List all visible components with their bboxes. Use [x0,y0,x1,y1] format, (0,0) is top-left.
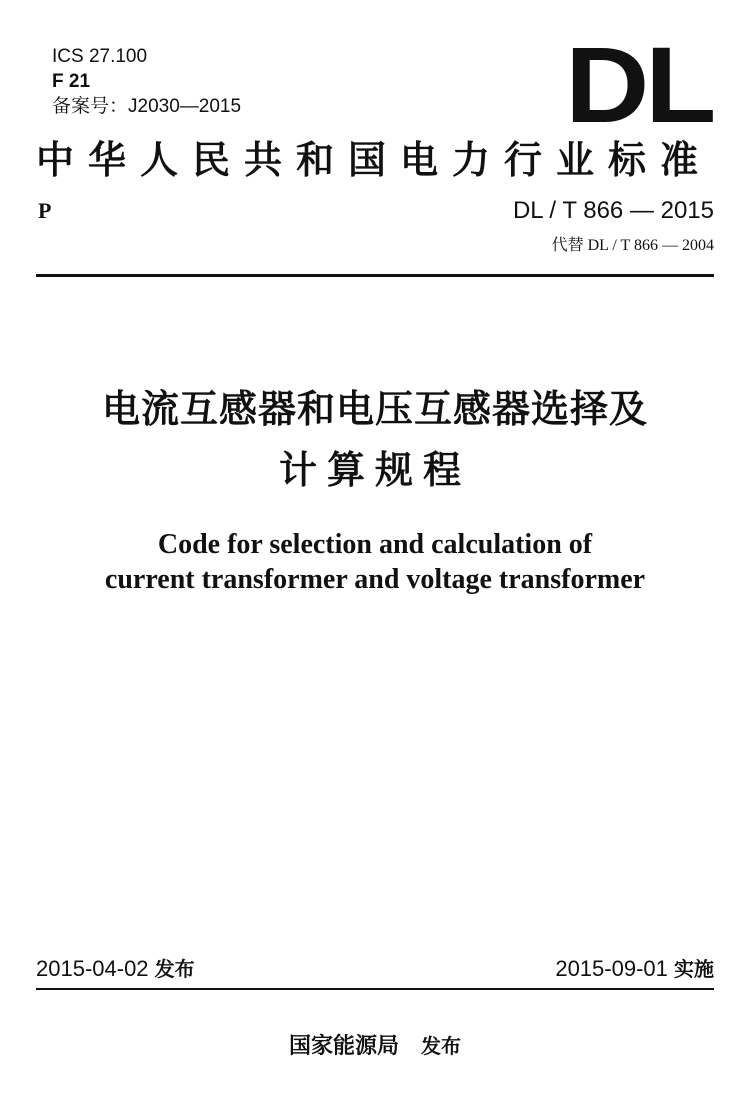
issuer-name: 国家能源局 [288,1033,399,1059]
category-letter: P [38,198,52,223]
ics-code: ICS 27.100 [52,46,148,67]
issuer-action: 发布 [421,1034,461,1058]
industry-standard-title: 中华人民共和国电力行业标准 [36,137,713,182]
issue-date: 2015-04-02 [36,956,149,981]
title-cn-line1: 电流互感器和电压互感器选择及 [101,387,648,431]
implement-label: 实施 [674,957,714,981]
issue-date-block [36,956,195,982]
dl-logo: DL [565,24,712,145]
issue-label: 发布 [154,957,195,981]
implement-date: 2015-09-01 [555,956,668,981]
title-en-line1: Code for selection and calculation of [157,529,593,560]
record-number: 备案号：J2030—2015 [52,96,242,117]
replaces-standard: 代替 DL / T 866 — 2004 [551,237,714,254]
footer-divider [36,988,714,990]
issuer-block [0,1032,750,1060]
title-cn-line2: 计算规程 [278,448,471,492]
title-en-line2: current transformer and voltage transformer [104,564,646,595]
standard-number: DL / T 866 — 2015 [512,197,714,224]
classification-code: F 21 [52,71,91,92]
implement-date-block [555,956,714,982]
header-divider [36,274,714,277]
